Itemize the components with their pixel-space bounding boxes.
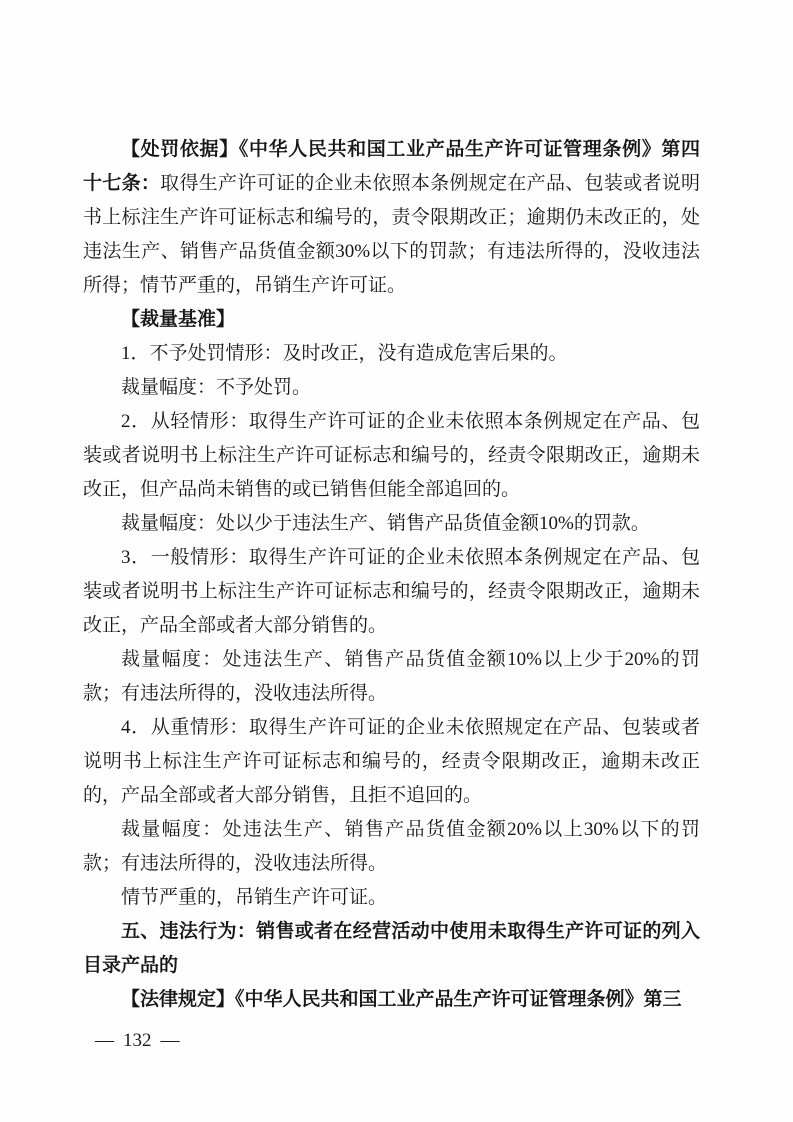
item-2-text: 2．从轻情形：取得生产许可证的企业未依照本条例规定在产品、包装或者说明书上标注生产许可证标志和编号的，经责令限期改正，逾期未改正，但产品尚未销售的或已销售但能全部追回的。: [83, 411, 700, 500]
footer-dash-left: —: [95, 1030, 114, 1051]
item-1-range-text: 裁量幅度：不予处罚。: [121, 377, 312, 398]
paragraph-item-3-range: [83, 643, 700, 711]
paragraph-serious-circumstances: [83, 881, 700, 915]
paragraph-penalty-basis: [83, 133, 700, 303]
item-1-text: 1．不予处罚情形：及时改正，没有造成危害后果的。: [121, 343, 568, 364]
footer-dash-right: —: [160, 1030, 180, 1051]
paragraph-item-1-no-penalty: [83, 337, 700, 371]
paragraph-item-3-general: [83, 541, 700, 643]
document-body: [83, 133, 700, 1017]
paragraph-item-4-severe: [83, 711, 700, 813]
paragraph-violation-5-heading: [83, 915, 700, 983]
paragraph-item-1-range: [83, 371, 700, 405]
violation-5-heading-text: 五、违法行为：销售或者在经营活动中使用未取得生产许可证的列入目录产品的: [83, 921, 700, 976]
item-3-range-text: 裁量幅度：处违法生产、销售产品货值金额10%以上少于20%的罚款；有违法所得的，没收违法所得。: [83, 649, 700, 704]
penalty-basis-label: 【处罚依据】《中华人民共和国工业产品生产许可证管理条例》第四十七条：: [83, 139, 700, 194]
legal-provision-text: 【法律规定】《中华人民共和国工业产品生产许可证管理条例》第三: [121, 989, 682, 1010]
paragraph-item-2-range: [83, 507, 700, 541]
item-3-text: 3．一般情形：取得生产许可证的企业未依照本条例规定在产品、包装或者说明书上标注生产许可证标志和编号的，经责令限期改正，逾期未改正，产品全部或者大部分销售的。: [83, 547, 700, 636]
paragraph-item-2-lenient: [83, 405, 700, 507]
item-4-text: 4．从重情形：取得生产许可证的企业未依照规定在产品、包装或者说明书上标注生产许可证标志和编号的，经责令限期改正，逾期未改正的，产品全部或者大部分销售，且拒不追回的。: [83, 717, 700, 806]
serious-circumstances-text: 情节严重的，吊销生产许可证。: [121, 887, 388, 908]
penalty-basis-text: 取得生产许可证的企业未依照本条例规定在产品、包装或者说明书上标注生产许可证标志和编号的，责令限期改正；逾期仍未改正的，处违法生产、销售产品货值金额30%以下的罚款；有违法所得的，没收违法所得；情节严重的，吊销生产许可证。: [83, 173, 700, 296]
page-footer: [95, 1028, 180, 1054]
page-number: 132: [123, 1030, 152, 1051]
paragraph-item-4-range: [83, 813, 700, 881]
item-4-range-text: 裁量幅度：处违法生产、销售产品货值金额20%以上30%以下的罚款；有违法所得的，没收违法所得。: [83, 819, 700, 874]
item-2-range-text: 裁量幅度：处以少于违法生产、销售产品货值金额10%的罚款。: [121, 513, 650, 534]
discretion-benchmark-label: 【裁量基准】: [121, 309, 236, 330]
paragraph-discretion-benchmark-header: [83, 303, 700, 337]
paragraph-legal-provision: [83, 983, 700, 1017]
